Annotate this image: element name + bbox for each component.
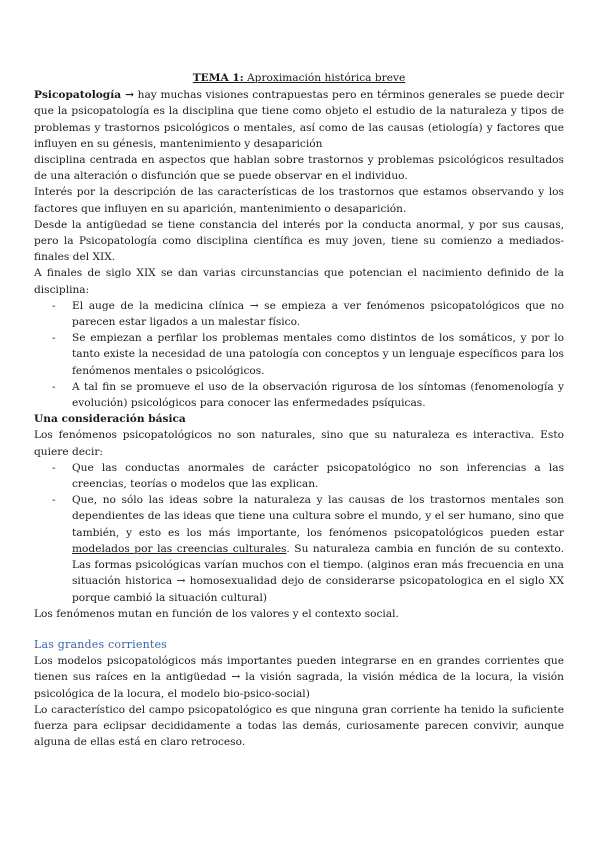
list-item: - El auge de la medicina clínica → se empieza a ver fenómenos psicopatológicos que no parecen estar ligados a un malestar físico.	[34, 298, 564, 330]
circumstances-list	[34, 298, 564, 411]
document-page	[34, 70, 564, 750]
paragraph: Lo característico del campo psicopatológico es que ninguna gran corriente ha tenido la suficiente fuerza para eclipsar decididamente a todas las demás, curiosamente parecen convivir, aunque alguna de ellas está en claro retroceso.	[34, 703, 564, 749]
consideration-list	[34, 460, 564, 606]
list-item-text: . Su naturaleza cambia en función de su contexto. Las formas psicológicas varían muchos con el tiempo. (alginos eran más frecuencia en una situación historica → homosexualidad dejo de considerarse psicopatologica en el siglo XX porque cambió la situación cultural)	[72, 542, 564, 604]
list-item	[34, 492, 564, 605]
paragraph: Interés por la descripción de las características de los trastornos que estamos observando y los factores que influyen en su aparición, mantenimiento o desaparición.	[34, 186, 564, 215]
title-number: TEMA 1:	[192, 72, 244, 84]
paragraph: Los fenómenos psicopatológicos no son naturales, sino que su naturaleza es interactiva. Esto quiere decir:	[34, 429, 564, 458]
page-title	[34, 70, 564, 86]
list-item: - Que las conductas anormales de carácter psicopatológico no son inferencias a las creencias, teorías o modelos que las explican.	[34, 460, 564, 492]
list-item: - Se empiezan a perfilar los problemas mentales como distintos de los somáticos, y por lo tanto existe la necesidad de una patología con conceptos y un lenguaje específicos para los fenómenos mentales o psicológicos.	[34, 330, 564, 379]
paragraph: disciplina centrada en aspectos que hablan sobre trastornos y problemas psicológicos resultados de una alteración o disfunción que se puede observar en el individuo.	[34, 154, 564, 183]
section-heading-corrientes: Las grandes corrientes	[34, 637, 168, 651]
intro-term: Psicopatología →	[34, 89, 134, 102]
section-heading-consideracion: Una consideración básica	[34, 413, 186, 426]
underlined-phrase: modelados por las creencias culturales	[72, 542, 287, 555]
paragraph: Los fenómenos mutan en función de los valores y el contexto social.	[34, 607, 399, 620]
paragraph: Desde la antigüedad se tiene constancia del interés por la conducta anormal, y por sus causas, pero la Psicopatología como disciplina científica es muy joven, tiene su comienzo a mediados-finales del XIX.	[34, 218, 564, 264]
paragraph: A finales de siglo XIX se dan varias circunstancias que potencian el nacimiento definido de la disciplina:	[34, 267, 564, 296]
paragraph: Los modelos psicopatológicos más importantes pueden integrarse en en grandes corrientes que tienen sus raíces en la antigüedad → la visión sagrada, la visión médica de la locura, la visión psicológica de la locura, el modelo bio-psico-social)	[34, 655, 564, 700]
list-item: - A tal fin se promueve el uso de la observación rigurosa de los síntomas (fenomenología y evolución) psicológicos para conocer las enfermedades psíquicas.	[34, 379, 564, 411]
title-text: Aproximación histórica breve	[243, 72, 406, 84]
list-item-text: Que, no sólo las ideas sobre la naturaleza y las causas de los trastornos mentales son dependientes de las ideas que tiene una cultura sobre el mundo, y el ser humano, sino que también, y esto es los más importante, los fenómenos psicopatológicos pueden estar	[72, 494, 564, 539]
intro-paragraph	[34, 87, 564, 152]
intro-text: hay muchas visiones contrapuestas pero en términos generales se puede decir que la psicopatología es la disciplina que tiene como objeto el estudio de la naturaleza y tipos de problemas y trastornos psicológicos o mentales, así como de las causas (etiología) y factores que influyen en su génesis, mantenimiento y desaparición	[34, 89, 565, 150]
